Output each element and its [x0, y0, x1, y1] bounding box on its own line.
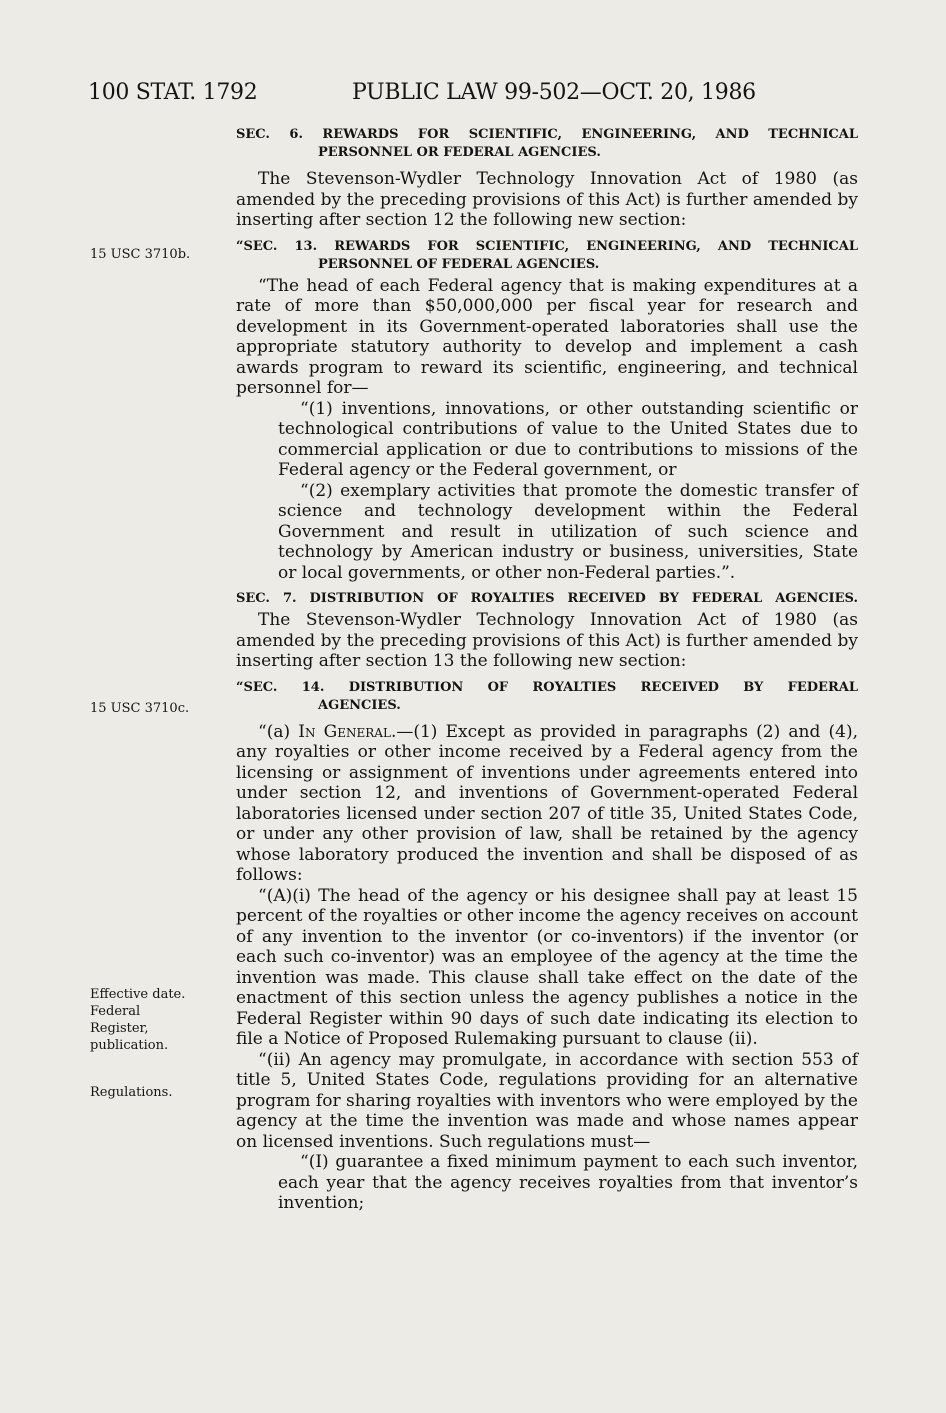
section-13-item-2: “(2) exemplary activities that promote the domestic transfer of science and technology development within the Federal Government and result in utilization of such science and technology by American industry or business, universities, State or local governments, or other non-Federal parties.”.: [278, 480, 858, 583]
section-13-item-1: “(1) inventions, innovations, or other outstanding scientific or technological contributions of value to the United States due to commercial application or due to contributions to missions of the Federal agency or the Federal government, or: [278, 398, 858, 480]
section-14-heading: [236, 679, 858, 715]
section-6-body: The Stevenson-Wydler Technology Innovation Act of 1980 (as amended by the preceding provisions of this Act) is further amended by inserting after section 12 the following new section:: [236, 169, 858, 230]
section-14-heading-tail: AGENCIES.: [318, 697, 401, 713]
subsection-a-caption: In General: [298, 721, 391, 742]
margin-note-regulations: Regulations.: [90, 1085, 173, 1100]
margin-note-usc-3710b: 15 USC 3710b.: [90, 247, 191, 262]
law-text: [236, 126, 858, 1214]
section-14-subsection-a: [236, 722, 858, 886]
section-7-heading: SEC. 7. DISTRIBUTION OF ROYALTIES RECEIVED BY FEDERAL AGENCIES.: [236, 591, 858, 606]
section-13-heading-tail: PERSONNEL OF FEDERAL AGENCIES.: [318, 256, 600, 272]
section-6-heading-tail: PERSONNEL OR FEDERAL AGENCIES.: [318, 145, 601, 160]
running-head: PUBLIC LAW 99-502—OCT. 20, 1986: [352, 80, 756, 105]
section-13-heading: [236, 238, 858, 274]
section-7-body: The Stevenson-Wydler Technology Innovation Act of 1980 (as amended by the preceding provisions of this Act) is further amended by inserting after section 13 the following new section:: [236, 610, 858, 671]
section-14-clause-a-ii: “(ii) An agency may promulgate, in accordance with section 553 of title 5, United States Code, regulations providing for an alternative program for sharing royalties with inventors who were employed by the agency at the time the invention was made and whose names appear on licensed inventions. Such regulations must—: [236, 1049, 858, 1152]
margin-note-usc-3710c: 15 USC 3710c.: [90, 701, 190, 716]
section-13-heading-main: “SEC. 13. REWARDS FOR SCIENTIFIC, ENGINEERING, AND TECHNICAL: [236, 238, 858, 254]
section-14-clause-a-i: “(A)(i) The head of the agency or his designee shall pay at least 15 percent of the royalties or other income the agency receives on account of any invention to the inventor (or co-inventors) if the inventor (or each such co-inventor) was an employee of the agency at the time the invention was made. This clause shall take effect on the date of the enactment of this section unless the agency publishes a notice in the Federal Register within 90 days of such date indicating its election to file a Notice of Proposed Rulemaking pursuant to clause (ii).: [236, 885, 858, 1049]
section-6-heading: [236, 126, 858, 162]
subsection-a-text: .—(1) Except as provided in paragraphs (2) and (4), any royalties or other income received by a Federal agency from the licensing or assignment of inventions under agreements entered into under section 12, and inventions of Government-operated Federal laboratories licensed under section 207 of title 35, United States Code, or under any other provision of law, shall be retained by the agency whose laboratory produced the invention and shall be disposed of as follows:: [236, 721, 859, 885]
section-14-heading-main: “SEC. 14. DISTRIBUTION OF ROYALTIES RECEIVED BY FEDERAL: [236, 679, 858, 695]
margin-note-federal-register: Federal Register, publication.: [90, 1004, 169, 1053]
section-13-intro: “The head of each Federal agency that is making expenditures at a rate of more than $50,000,000 per fiscal year for research and development in its Government-operated laboratories shall use the appropriate statutory authority to develop and implement a cash awards program to reward its scientific, engineering, and technical personnel for—: [236, 275, 858, 398]
section-14-subclause-i: “(I) guarantee a fixed minimum payment to each such inventor, each year that the agency receives royalties from that inventor’s invention;: [278, 1152, 858, 1213]
margin-note-effective-date: Effective date.: [90, 987, 186, 1002]
page-reference: 100 STAT. 1792: [88, 80, 258, 105]
subsection-a-label: “(a): [258, 721, 299, 742]
section-6-heading-main: SEC. 6. REWARDS FOR SCIENTIFIC, ENGINEERING, AND TECHNICAL: [236, 127, 858, 142]
